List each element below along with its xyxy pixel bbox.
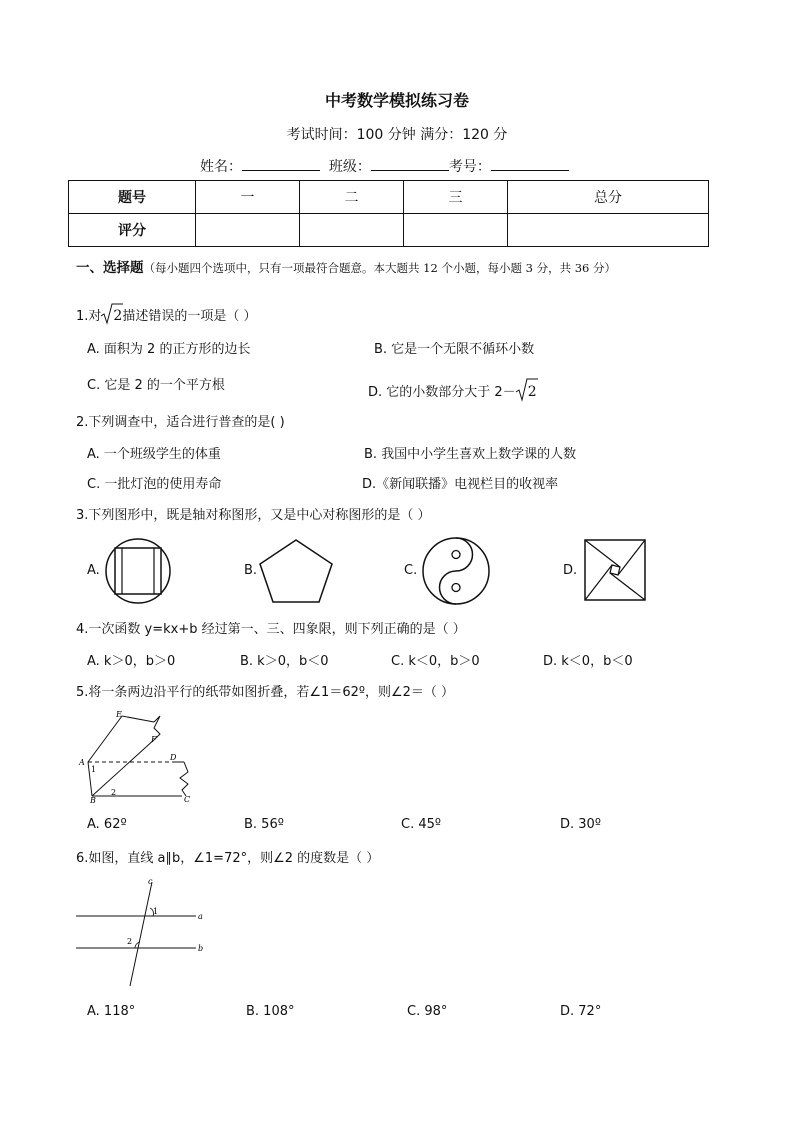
- parallel-lines-figure: [76, 874, 206, 989]
- score-cell-part2: 二: [299, 181, 403, 214]
- q1-option-b[interactable]: B. 它是一个无限不循环小数: [374, 342, 535, 357]
- q1-option-d-text: D. 它的小数部分大于 2－: [368, 385, 516, 400]
- q1-option-d-radicand: 2: [527, 384, 537, 400]
- fig5-label-d: D: [170, 753, 177, 762]
- q2-option-a[interactable]: A. 一个班级学生的体重: [87, 447, 221, 462]
- q3-option-b[interactable]: B.: [244, 563, 258, 578]
- class-blank[interactable]: [371, 156, 449, 171]
- fig6-label-c: c: [148, 877, 153, 886]
- class-label: 班级：: [328, 159, 371, 175]
- q3-option-a[interactable]: A.: [87, 563, 100, 578]
- score-cell-label: 题号: [69, 181, 196, 214]
- fig6-label-a: a: [198, 912, 203, 921]
- score-table-row-header: [69, 181, 709, 214]
- score-cell-total: 总分: [507, 181, 708, 214]
- exam-no-label: 考号：: [448, 159, 491, 175]
- folded-strip-figure: [76, 708, 206, 808]
- question-6-stem: 6.如图，直线 a∥b，∠1=72°，则∠2 的度数是（ ）: [76, 851, 380, 866]
- pentagon-figure: [258, 538, 334, 604]
- q1-option-a[interactable]: A. 面积为 2 的正方形的边长: [87, 342, 251, 357]
- q4-option-c[interactable]: C. k＜0，b＞0: [391, 654, 480, 669]
- q3-option-d[interactable]: D.: [563, 563, 578, 578]
- question-5-stem: 5.将一条两边沿平行的纸带如图折叠，若∠1＝62º，则∠2＝（ ）: [76, 685, 455, 700]
- question-2-stem: 2.下列调查中，适合进行普查的是( ): [76, 415, 285, 430]
- question-4-stem: 4.一次函数 y=kx+b 经过第一、三、四象限，则下列正确的是（ ）: [76, 622, 466, 637]
- q5-option-a[interactable]: A. 62º: [87, 817, 127, 832]
- q5-option-c[interactable]: C. 45º: [401, 817, 442, 832]
- fig5-label-2: 2: [111, 788, 117, 797]
- q5-option-b[interactable]: B. 56º: [244, 817, 284, 832]
- pinwheel-square-figure: [584, 539, 646, 601]
- score-input-total[interactable]: [507, 214, 708, 247]
- score-input-1[interactable]: [196, 214, 300, 247]
- score-input-3[interactable]: [403, 214, 507, 247]
- radical-sign-icon: [516, 379, 528, 401]
- radical-sign-icon: [101, 304, 113, 324]
- question-3-stem: 3.下列图形中，既是轴对称图形，又是中心对称图形的是（ ）: [76, 508, 431, 523]
- q6-option-c[interactable]: C. 98°: [407, 1004, 448, 1019]
- sqrt-symbol: [101, 300, 122, 324]
- circle-square-figure: [104, 538, 172, 604]
- q4-option-a[interactable]: A. k＞0，b＞0: [87, 654, 176, 669]
- yin-yang-figure: [421, 536, 491, 606]
- fig6-label-1: 1: [153, 907, 159, 916]
- sqrt-symbol: [516, 374, 537, 400]
- q4-option-b[interactable]: B. k＞0，b＜0: [240, 654, 329, 669]
- q1-stem-pre: 1.对: [76, 309, 102, 324]
- fig5-label-a: A: [79, 758, 85, 767]
- q2-option-b[interactable]: B. 我国中小学生喜欢上数学课的人数: [364, 447, 577, 462]
- score-table: [68, 180, 709, 247]
- q1-option-d[interactable]: [368, 374, 537, 400]
- q1-stem-post: 描述错误的一项是（ ）: [122, 309, 257, 324]
- fig5-label-1: 1: [91, 765, 97, 774]
- fig5-label-f: F: [151, 735, 157, 744]
- fig5-label-b: B: [90, 796, 96, 805]
- q6-option-b[interactable]: B. 108°: [246, 1004, 295, 1019]
- fig6-label-2: 2: [127, 937, 133, 946]
- score-cell-part3: 三: [403, 181, 507, 214]
- q1-radicand: 2: [113, 308, 123, 324]
- q6-option-a[interactable]: A. 118°: [87, 1004, 136, 1019]
- q3-option-c[interactable]: C.: [404, 563, 418, 578]
- section-note: （每小题四个选项中，只有一项最符合题意。本大题共 12 个小题，每小题 3 分，共 36 分）: [143, 261, 617, 275]
- q2-option-c[interactable]: C. 一批灯泡的使用寿命: [87, 477, 222, 492]
- score-input-2[interactable]: [299, 214, 403, 247]
- exam-subtitle: 考试时间：100 分钟 满分：120 分: [286, 127, 508, 143]
- q2-option-d[interactable]: D.《新闻联播》电视栏目的收视率: [362, 477, 559, 492]
- fig5-label-c: C: [184, 795, 191, 804]
- q4-option-d[interactable]: D. k＜0，b＜0: [543, 654, 633, 669]
- name-label: 姓名：: [200, 159, 242, 175]
- name-blank[interactable]: [242, 156, 320, 171]
- q6-option-d[interactable]: D. 72°: [560, 1004, 602, 1019]
- fig5-label-e: E: [116, 710, 122, 719]
- q5-option-d[interactable]: D. 30º: [560, 817, 601, 832]
- score-row-label: 评分: [69, 214, 196, 247]
- section-title: 一、选择题: [76, 260, 144, 276]
- fig6-label-b: b: [198, 944, 204, 953]
- exam-no-blank[interactable]: [491, 156, 569, 171]
- page-title: 中考数学模拟练习卷: [324, 91, 469, 110]
- score-cell-part1: 一: [196, 181, 300, 214]
- question-1-stem: [76, 300, 256, 324]
- score-table-row-scores: [69, 214, 709, 247]
- student-info-line: [200, 156, 569, 176]
- q1-option-c[interactable]: C. 它是 2 的一个平方根: [87, 378, 225, 393]
- section-heading: [76, 256, 616, 276]
